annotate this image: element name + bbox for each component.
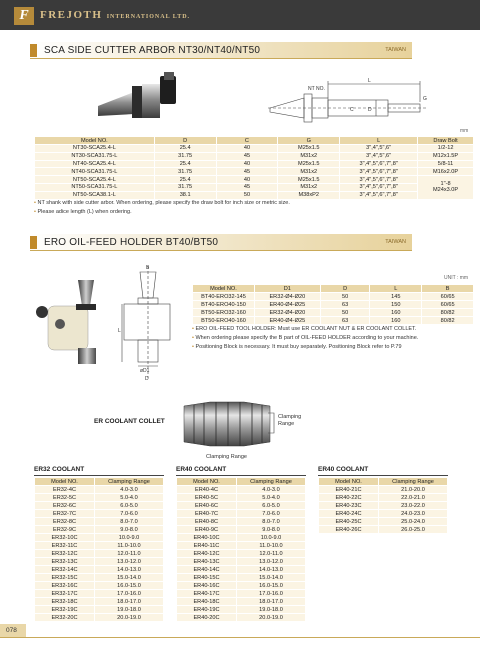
bullet-icon: • xyxy=(192,344,196,350)
table-header-row xyxy=(319,478,448,486)
table-row xyxy=(177,582,306,590)
table-row xyxy=(35,606,164,614)
note-text: Please adice length (L) when ordering. xyxy=(37,209,132,215)
cell: ER40-Ø4-Ø25 xyxy=(254,317,320,325)
cell xyxy=(418,176,474,199)
cell: 1/2-12 xyxy=(418,145,474,153)
clamping-range-cell: 6.0-5.0 xyxy=(95,502,164,510)
col-header: C xyxy=(216,137,278,145)
clamping-range-cell: 24.0-23.0 xyxy=(379,510,448,518)
cell: 3",4",5",6" xyxy=(340,145,418,153)
cell: M31x2 xyxy=(278,152,340,160)
model-cell: ER32-16C xyxy=(35,582,95,590)
model-cell: ER40-4C xyxy=(177,486,237,494)
model-cell: ER40-24C xyxy=(319,510,379,518)
cell: M12x1.5P xyxy=(418,152,474,160)
table-row xyxy=(319,486,448,494)
table-row xyxy=(35,566,164,574)
note-sca-1 xyxy=(34,200,290,206)
clamping-range-cell: 25.0-24.0 xyxy=(379,518,448,526)
cell: BT40-ERO32-145 xyxy=(193,293,255,301)
table-row xyxy=(35,152,474,160)
note-ero-2 xyxy=(192,335,418,341)
cell: M25x1.5 xyxy=(278,145,340,153)
clamping-range-cell: 8.0-7.0 xyxy=(237,518,306,526)
clamping-range-cell: 9.0-8.0 xyxy=(95,526,164,534)
table-row xyxy=(35,534,164,542)
table-row xyxy=(193,293,474,301)
bullet-icon: • xyxy=(34,209,38,215)
table-row xyxy=(177,494,306,502)
er40-coolant-table-b xyxy=(318,477,448,534)
er40-coolant-table-a xyxy=(176,477,306,622)
table-row xyxy=(35,486,164,494)
table-row xyxy=(177,590,306,598)
clamping-range-cell: 11.0-10.0 xyxy=(237,542,306,550)
note-text: NT shank with side cutter arbor. When ordering, please specify the draw bolt for inch size or metric size. xyxy=(37,200,290,206)
table-row xyxy=(177,518,306,526)
cell: 50 xyxy=(320,293,370,301)
dim-g-label: G xyxy=(423,96,427,102)
model-cell: ER40-25C xyxy=(319,518,379,526)
cell: M31x2 xyxy=(278,168,340,176)
cell: BT40-ERO40-150 xyxy=(193,301,255,309)
model-cell: ER40-26C xyxy=(319,526,379,534)
table-row xyxy=(177,574,306,582)
col-header: Model NO. xyxy=(193,285,255,293)
cell: 25.4 xyxy=(154,176,216,184)
section-title-sca: SCA SIDE CUTTER ARBOR NT30/NT40/NT50 xyxy=(44,45,261,56)
table-row xyxy=(177,534,306,542)
clamping-range-cell: 13.0-12.0 xyxy=(237,558,306,566)
model-cell: ER40-8C xyxy=(177,518,237,526)
clamping-range-cell: 19.0-18.0 xyxy=(237,606,306,614)
table-row xyxy=(193,309,474,317)
table-header-row xyxy=(35,137,474,145)
sca-arbor-photo xyxy=(90,62,190,132)
cell: NT30-SCA31.75-L xyxy=(35,152,155,160)
model-cell: ER40-19C xyxy=(177,606,237,614)
clamping-range-side-label: Clamping Range xyxy=(278,414,302,427)
model-cell: ER32-15C xyxy=(35,574,95,582)
model-cell: ER40-20C xyxy=(177,614,237,622)
clamping-range-cell: 10.0-9.0 xyxy=(237,534,306,542)
cell: 40 xyxy=(216,160,278,168)
section-heading-ero xyxy=(30,234,412,251)
cell: 40 xyxy=(216,145,278,153)
clamping-range-cell: 4.0-3.0 xyxy=(237,486,306,494)
model-cell: ER32-14C xyxy=(35,566,95,574)
table-row xyxy=(35,145,474,153)
model-cell: ER32-8C xyxy=(35,518,95,526)
table-row xyxy=(35,542,164,550)
col-header: L xyxy=(340,137,418,145)
model-cell: ER40-16C xyxy=(177,582,237,590)
model-cell: ER32-17C xyxy=(35,590,95,598)
table-row xyxy=(177,598,306,606)
table-row xyxy=(35,598,164,606)
clamping-range-cell: 18.0-17.0 xyxy=(237,598,306,606)
cell: 160 xyxy=(370,309,422,317)
table-row xyxy=(35,526,164,534)
cell: 3",4",5",6",7",8" xyxy=(340,191,418,199)
cell: NT50-SCA31.75-L xyxy=(35,183,155,191)
er32-coolant-table xyxy=(34,477,164,622)
table-row xyxy=(35,176,474,184)
table-row xyxy=(177,614,306,622)
table-row xyxy=(35,168,474,176)
clamping-range-cell: 5.0-4.0 xyxy=(237,494,306,502)
model-cell: ER32-7C xyxy=(35,510,95,518)
table-row xyxy=(35,558,164,566)
clamping-range-cell: 12.0-11.0 xyxy=(237,550,306,558)
model-cell: ER32-10C xyxy=(35,534,95,542)
note-text: When ordering please specify the B part of OIL-FEED HOLDER according to your machine. xyxy=(195,335,419,341)
draw-bolt-line: M24x3.0P xyxy=(432,187,459,194)
dim-l-label: L xyxy=(118,328,121,334)
dim-c-label: C xyxy=(350,107,354,113)
table-row xyxy=(177,550,306,558)
table-row xyxy=(177,502,306,510)
model-cell: ER40-10C xyxy=(177,534,237,542)
clamping-range-cell: 11.0-10.0 xyxy=(95,542,164,550)
col-header: D xyxy=(320,285,370,293)
table-row xyxy=(35,494,164,502)
col-header: Clamping Range xyxy=(379,478,448,486)
table-row xyxy=(319,510,448,518)
collet-label: ER COOLANT COLLET xyxy=(94,418,165,425)
cell: 60/65 xyxy=(422,301,474,309)
clamping-range-cell: 4.0-3.0 xyxy=(95,486,164,494)
col-header: Model NO. xyxy=(35,478,95,486)
cell: NT40-SCA25.4-L xyxy=(35,160,155,168)
ero-holder-photo xyxy=(30,276,120,368)
cell: M25x1.5 xyxy=(278,176,340,184)
dim-d1-label: øD1 xyxy=(140,368,150,374)
table-row xyxy=(319,518,448,526)
cell: NT50-SCA25.4-L xyxy=(35,176,155,184)
cell: M16x2.0P xyxy=(418,168,474,176)
cell: 3",4",5",6",7",8" xyxy=(340,160,418,168)
table-row xyxy=(35,191,474,199)
title-rule xyxy=(34,475,164,476)
clamping-range-cell: 8.0-7.0 xyxy=(95,518,164,526)
cell: NT30-SCA25.4-L xyxy=(35,145,155,153)
heading-marker xyxy=(30,236,37,249)
cell: BT50-ERO40-160 xyxy=(193,317,255,325)
clamping-range-cell: 14.0-13.0 xyxy=(237,566,306,574)
table-title-er32: ER32 COOLANT xyxy=(34,466,85,473)
brand-logo: F xyxy=(14,7,34,25)
model-cell: ER32-9C xyxy=(35,526,95,534)
model-cell: ER40-17C xyxy=(177,590,237,598)
clamping-range-cell: 9.0-8.0 xyxy=(237,526,306,534)
dim-nt-label: NT NO. xyxy=(308,86,325,92)
table-row xyxy=(319,494,448,502)
clamping-range-cell: 26.0-25.0 xyxy=(379,526,448,534)
cell: 31.75 xyxy=(154,183,216,191)
sca-arbor-dimension-drawing xyxy=(268,78,433,130)
clamping-range-cell: 20.0-19.0 xyxy=(95,614,164,622)
title-rule xyxy=(318,475,448,476)
clamping-range-bottom-label: Clamping Range xyxy=(206,454,247,460)
model-cell: ER40-6C xyxy=(177,502,237,510)
dim-l-label: L xyxy=(368,78,371,84)
cell: ER32-Ø4-Ø20 xyxy=(254,293,320,301)
cell: M38xP2 xyxy=(278,191,340,199)
col-header: Model NO. xyxy=(35,137,155,145)
clamping-range-cell: 15.0-14.0 xyxy=(237,574,306,582)
table-row xyxy=(177,510,306,518)
model-cell: ER40-23C xyxy=(319,502,379,510)
clamping-range-cell: 22.0-21.0 xyxy=(379,494,448,502)
clamping-range-cell: 21.0-20.0 xyxy=(379,486,448,494)
model-cell: ER32-18C xyxy=(35,598,95,606)
model-cell: ER32-19C xyxy=(35,606,95,614)
section-region-sca: TAIWAN xyxy=(385,47,406,53)
table-row xyxy=(35,590,164,598)
section-title-ero: ERO OIL-FEED HOLDER BT40/BT50 xyxy=(44,237,219,248)
model-cell: ER32-12C xyxy=(35,550,95,558)
cell: ER40-Ø4-Ø25 xyxy=(254,301,320,309)
table-row xyxy=(177,526,306,534)
clamping-range-cell: 15.0-14.0 xyxy=(95,574,164,582)
model-cell: ER40-5C xyxy=(177,494,237,502)
table-row xyxy=(193,317,474,325)
table-row xyxy=(319,526,448,534)
col-header: Clamping Range xyxy=(237,478,306,486)
col-header: G xyxy=(278,137,340,145)
table-row xyxy=(35,582,164,590)
table-row xyxy=(177,558,306,566)
footer-rule xyxy=(0,637,480,638)
cell: 40 xyxy=(216,176,278,184)
cell: 160 xyxy=(370,317,422,325)
table-header-row xyxy=(35,478,164,486)
cell: 3",4",5",6",7",8" xyxy=(340,168,418,176)
table-row xyxy=(35,518,164,526)
model-cell: ER40-14C xyxy=(177,566,237,574)
col-header: B xyxy=(422,285,474,293)
clamping-range-cell: 17.0-16.0 xyxy=(237,590,306,598)
clamping-range-cell: 18.0-17.0 xyxy=(95,598,164,606)
note-ero-3 xyxy=(192,344,402,350)
clamping-range-cell: 19.0-18.0 xyxy=(95,606,164,614)
cell: 31.75 xyxy=(154,152,216,160)
clamping-range-cell: 16.0-15.0 xyxy=(237,582,306,590)
sca-spec-table xyxy=(34,136,474,200)
table-header-row xyxy=(193,285,474,293)
brand-name-main: FREJOTH xyxy=(40,9,103,21)
table-row xyxy=(177,606,306,614)
note-text: Positioning Block is necessary. It must buy separately. Positioning Block refer to P.79 xyxy=(195,344,402,350)
table-title-er40-b: ER40 COOLANT xyxy=(318,466,369,473)
table-row xyxy=(35,510,164,518)
clamping-range-cell: 20.0-19.0 xyxy=(237,614,306,622)
clamping-range-cell: 13.0-12.0 xyxy=(95,558,164,566)
draw-bolt-line: 1"-8 xyxy=(440,181,451,188)
cell: 25.4 xyxy=(154,145,216,153)
coolant-collet-photo xyxy=(180,398,274,450)
section-region-ero: TAIWAN xyxy=(385,239,406,245)
bullet-icon: • xyxy=(34,200,38,206)
dim-b-label: B xyxy=(146,265,150,271)
brand-name-suffix: INTERNATIONAL LTD. xyxy=(106,14,191,20)
model-cell: ER32-13C xyxy=(35,558,95,566)
unit-label-sca: mm xyxy=(460,128,469,134)
cell: 38.1 xyxy=(154,191,216,199)
clamping-range-cell: 17.0-16.0 xyxy=(95,590,164,598)
dim-d-label: D xyxy=(368,107,372,113)
cell: NT40-SCA31.75-L xyxy=(35,168,155,176)
clamping-range-cell: 23.0-22.0 xyxy=(379,502,448,510)
cell: 45 xyxy=(216,183,278,191)
clamping-range-cell: 6.0-5.0 xyxy=(237,502,306,510)
ero-spec-table xyxy=(192,284,474,325)
clamping-range-cell: 7.0-6.0 xyxy=(95,510,164,518)
bullet-icon: • xyxy=(192,326,196,332)
clamping-range-cell: 14.0-13.0 xyxy=(95,566,164,574)
bullet-icon: • xyxy=(192,335,196,341)
model-cell: ER40-22C xyxy=(319,494,379,502)
model-cell: ER40-21C xyxy=(319,486,379,494)
model-cell: ER40-9C xyxy=(177,526,237,534)
cell: 63 xyxy=(320,301,370,309)
note-sca-2 xyxy=(34,209,132,215)
clamping-range-cell: 10.0-9.0 xyxy=(95,534,164,542)
cell: M25x1.5 xyxy=(278,160,340,168)
unit-label-ero: UNIT : mm xyxy=(444,275,469,281)
cell: 80/82 xyxy=(422,317,474,325)
cell: BT50-ERO32-160 xyxy=(193,309,255,317)
model-cell: ER32-5C xyxy=(35,494,95,502)
cell: ER32-Ø4-Ø20 xyxy=(254,309,320,317)
model-cell: ER40-15C xyxy=(177,574,237,582)
cell: 80/82 xyxy=(422,309,474,317)
clamping-range-cell: 7.0-6.0 xyxy=(237,510,306,518)
section-heading-sca xyxy=(30,42,412,59)
cell: 63 xyxy=(320,317,370,325)
cell: 5/8-11 xyxy=(418,160,474,168)
model-cell: ER32-6C xyxy=(35,502,95,510)
page-header xyxy=(0,0,480,30)
cell: 3",4",5",6",7",8" xyxy=(340,176,418,184)
table-row xyxy=(177,566,306,574)
clamping-range-cell: 5.0-4.0 xyxy=(95,494,164,502)
col-header: D1 xyxy=(254,285,320,293)
cell: 150 xyxy=(370,301,422,309)
table-row xyxy=(35,502,164,510)
model-cell: ER40-12C xyxy=(177,550,237,558)
model-cell: ER32-4C xyxy=(35,486,95,494)
col-header: L xyxy=(370,285,422,293)
model-cell: ER40-11C xyxy=(177,542,237,550)
clamping-range-cell: 12.0-11.0 xyxy=(95,550,164,558)
page-number: 078 xyxy=(0,624,26,637)
cell: 145 xyxy=(370,293,422,301)
col-header: Model NO. xyxy=(177,478,237,486)
dim-d-label: D xyxy=(145,376,149,382)
cell: 45 xyxy=(216,168,278,176)
table-row xyxy=(193,301,474,309)
heading-marker xyxy=(30,44,37,57)
model-cell: ER40-7C xyxy=(177,510,237,518)
table-row xyxy=(319,502,448,510)
table-row xyxy=(177,486,306,494)
cell: 3",4",5",6",7",8" xyxy=(340,183,418,191)
clamping-range-cell: 16.0-15.0 xyxy=(95,582,164,590)
cell: M31x2 xyxy=(278,183,340,191)
table-header-row xyxy=(177,478,306,486)
table-row xyxy=(35,160,474,168)
table-title-er40-a: ER40 COOLANT xyxy=(176,466,227,473)
model-cell: ER40-18C xyxy=(177,598,237,606)
table-row xyxy=(177,542,306,550)
table-row xyxy=(35,183,474,191)
ero-holder-dimension-drawing xyxy=(118,262,178,382)
model-cell: ER40-13C xyxy=(177,558,237,566)
cell: NT50-SCA38.1-L xyxy=(35,191,155,199)
col-header: Draw Bolt xyxy=(418,137,474,145)
table-row xyxy=(35,574,164,582)
col-header: D xyxy=(154,137,216,145)
cell: 31.75 xyxy=(154,168,216,176)
table-row xyxy=(35,614,164,622)
cell: 3",4",5",6" xyxy=(340,152,418,160)
clamping-range-bracket xyxy=(268,412,278,434)
cell: 50 xyxy=(320,309,370,317)
cell: 25.4 xyxy=(154,160,216,168)
cell: 50 xyxy=(216,191,278,199)
cell: 60/65 xyxy=(422,293,474,301)
note-text: ERO OIL-FEED TOOL HOLDER: Must use ER COOLANT NUT & ER COOLANT COLLET. xyxy=(195,326,417,332)
model-cell: ER32-11C xyxy=(35,542,95,550)
cell: 45 xyxy=(216,152,278,160)
col-header: Clamping Range xyxy=(95,478,164,486)
brand-name xyxy=(40,9,190,21)
table-row xyxy=(35,550,164,558)
title-rule xyxy=(176,475,306,476)
model-cell: ER32-20C xyxy=(35,614,95,622)
col-header: Model NO. xyxy=(319,478,379,486)
note-ero-1 xyxy=(192,326,416,332)
